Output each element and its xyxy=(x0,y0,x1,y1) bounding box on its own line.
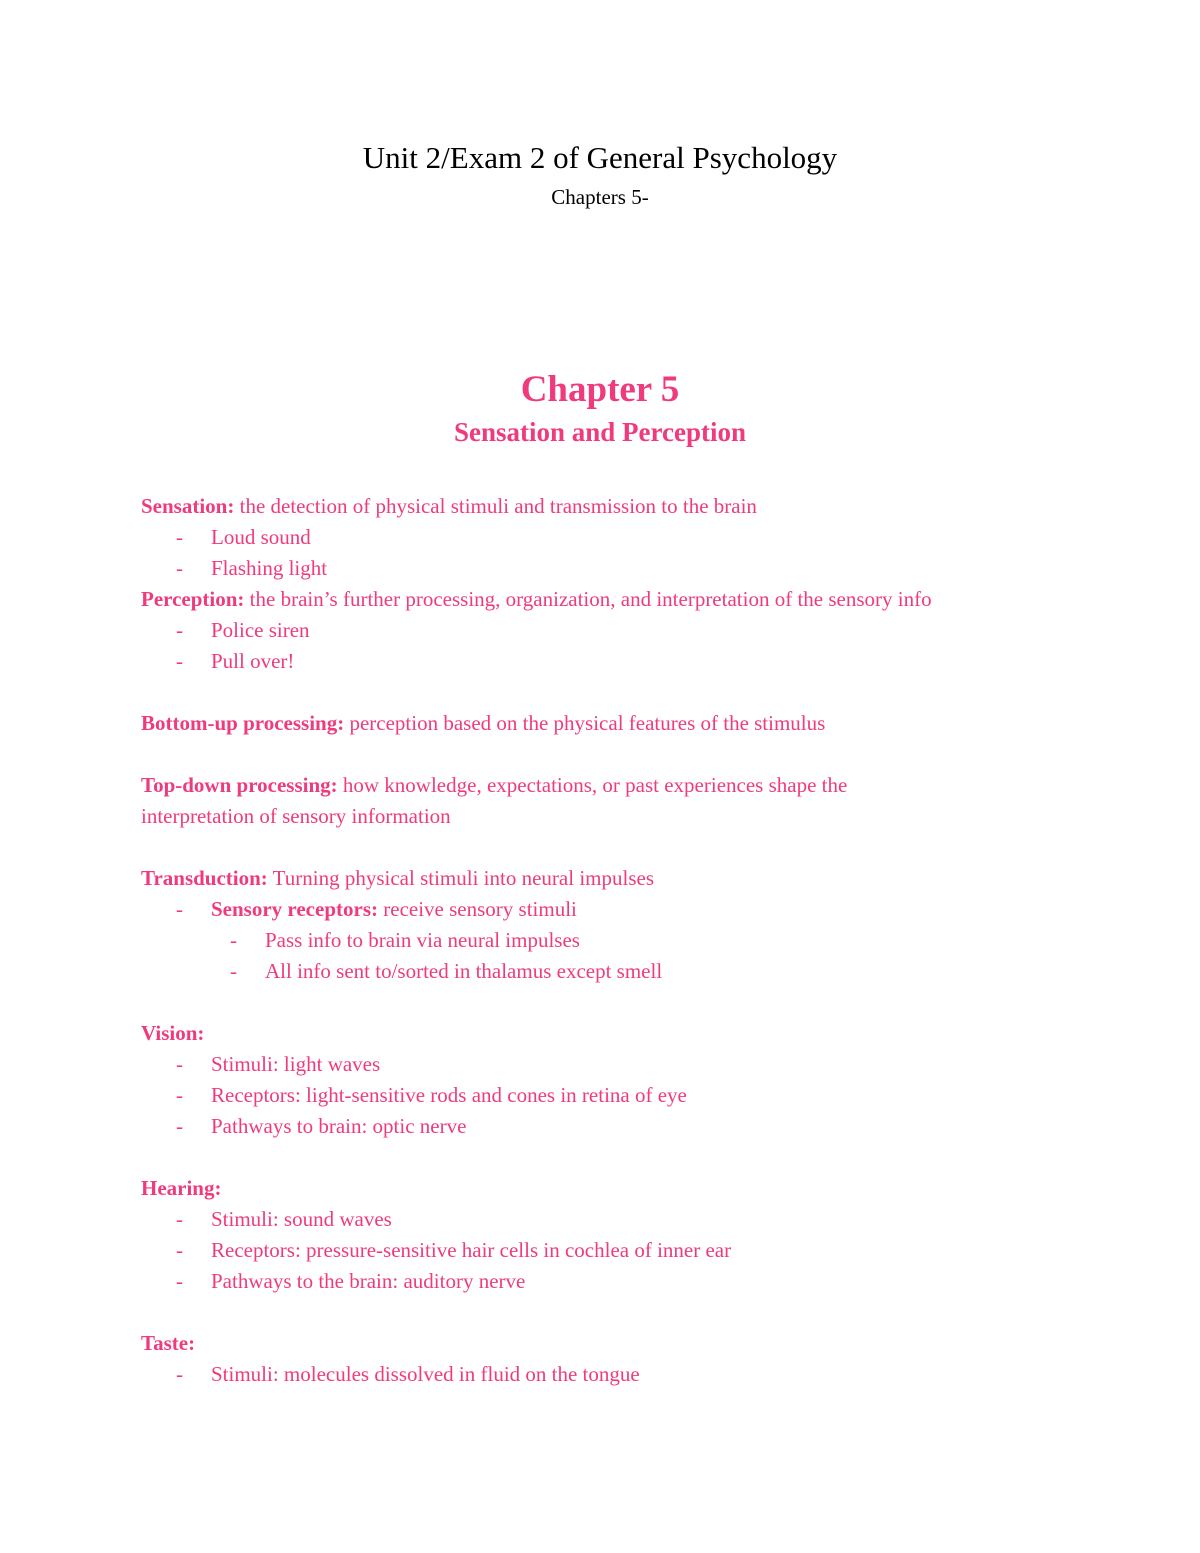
bullet-dash: - xyxy=(176,1083,183,1107)
bullet-dash: - xyxy=(176,1238,183,1262)
list-item-text: Receptors: pressure-sensitive hair cells in cochlea of inner ear xyxy=(211,1238,732,1262)
list-item xyxy=(141,925,1061,956)
term-label: Hearing: xyxy=(141,1176,222,1200)
list-item xyxy=(141,1266,1061,1297)
list-item-text: Stimuli: light waves xyxy=(211,1052,381,1076)
spacer xyxy=(141,739,1061,770)
bullet-dash: - xyxy=(176,618,183,642)
list-item-text: Receptors: light-sensitive rods and cones in retina of eye xyxy=(211,1083,687,1107)
definition-text: perception based on the physical features of the stimulus xyxy=(344,711,826,735)
definition-text: how knowledge, expectations, or past experiences shape the xyxy=(337,773,848,797)
bullet-dash: - xyxy=(230,959,237,983)
top-down-definition xyxy=(141,770,1061,801)
perception-definition xyxy=(141,584,1061,615)
list-item-text: Police siren xyxy=(211,618,310,642)
list-item-text: Flashing light xyxy=(211,556,328,580)
term-label: Bottom-up processing: xyxy=(141,711,345,735)
bullet-dash: - xyxy=(176,556,183,580)
top-down-definition-continued xyxy=(141,801,1061,832)
document-title: Unit 2/Exam 2 of General Psychology xyxy=(362,140,838,175)
list-item xyxy=(141,1359,1061,1390)
term-label: Transduction: xyxy=(141,866,268,890)
bullet-dash: - xyxy=(176,1362,183,1386)
spacer xyxy=(141,677,1061,708)
list-item-text: Stimuli: sound waves xyxy=(211,1207,392,1231)
list-item xyxy=(141,615,1061,646)
spacer xyxy=(141,1142,1061,1173)
hearing-heading xyxy=(141,1173,1061,1204)
list-item-text: Stimuli: molecules dissolved in fluid on the tongue xyxy=(211,1362,640,1386)
spacer xyxy=(141,987,1061,1018)
list-item xyxy=(141,1111,1061,1142)
sensation-definition xyxy=(141,491,1061,522)
bullet-dash: - xyxy=(176,1269,183,1293)
term-label: Sensation: xyxy=(141,494,235,518)
list-item xyxy=(141,956,1061,987)
term-label: Top-down processing: xyxy=(141,773,338,797)
definition-text: interpretation of sensory information xyxy=(141,804,451,828)
spacer xyxy=(141,1297,1061,1328)
bullet-dash: - xyxy=(176,1207,183,1231)
term-label: Taste: xyxy=(141,1331,196,1355)
bullet-dash: - xyxy=(176,649,183,673)
list-item-text: Pull over! xyxy=(211,649,295,673)
list-item xyxy=(141,1080,1061,1111)
document-subtitle: Chapters 5- xyxy=(551,185,649,209)
bullet-dash: - xyxy=(176,897,183,921)
definition-text: the brain’s further processing, organization, and interpretation of the sensory info xyxy=(244,587,932,611)
list-item-text: Pass info to brain via neural impulses xyxy=(265,928,580,952)
term-label: Sensory receptors: xyxy=(211,897,378,921)
definition-text: the detection of physical stimuli and transmission to the brain xyxy=(234,494,757,518)
list-item xyxy=(141,1204,1061,1235)
list-item-text: Pathways to the brain: auditory nerve xyxy=(211,1269,526,1293)
chapter-subheading: Sensation and Perception xyxy=(453,417,747,447)
definition-text: Turning physical stimuli into neural impulses xyxy=(267,866,654,890)
list-item xyxy=(141,553,1061,584)
spacer xyxy=(141,832,1061,863)
bottom-up-definition xyxy=(141,708,1061,739)
vision-heading xyxy=(141,1018,1061,1049)
bullet-dash: - xyxy=(176,1114,183,1138)
chapter-heading: Chapter 5 xyxy=(520,369,680,410)
notes-body xyxy=(141,491,1061,1390)
taste-heading xyxy=(141,1328,1061,1359)
bullet-dash: - xyxy=(176,1052,183,1076)
transduction-definition xyxy=(141,863,1061,894)
bullet-dash: - xyxy=(176,525,183,549)
list-item-text: Pathways to brain: optic nerve xyxy=(211,1114,467,1138)
list-item xyxy=(141,1235,1061,1266)
list-item xyxy=(141,894,1061,925)
list-item xyxy=(141,1049,1061,1080)
term-label: Vision: xyxy=(141,1021,205,1045)
list-item-text: receive sensory stimuli xyxy=(378,897,577,921)
bullet-dash: - xyxy=(230,928,237,952)
list-item xyxy=(141,646,1061,677)
list-item xyxy=(141,522,1061,553)
term-label: Perception: xyxy=(141,587,245,611)
list-item-text: All info sent to/sorted in thalamus except smell xyxy=(265,959,663,983)
list-item-text: Loud sound xyxy=(211,525,311,549)
